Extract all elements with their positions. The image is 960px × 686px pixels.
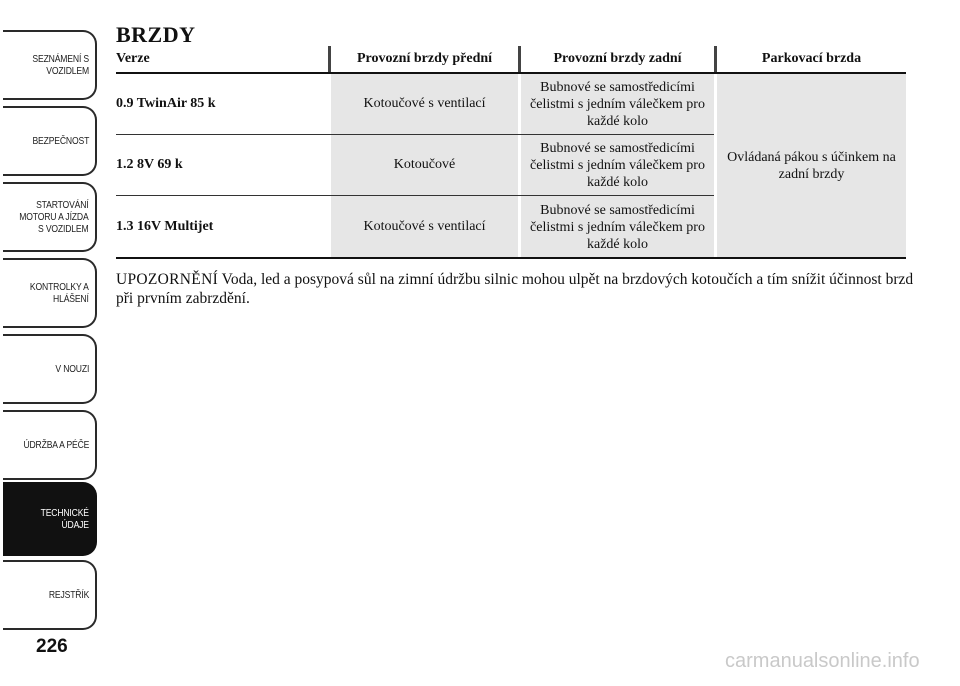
warning-label: UPOZORNĚNÍ: [116, 271, 219, 288]
warning-text: Voda, led a posypová sůl na zimní údržbu silnic mohou ulpět na brzdových kotoučích a tím snížit účinnost brzd při prvním zabrzdění.: [116, 271, 914, 307]
header-parking-brake: Parkovací brzda: [714, 46, 906, 72]
tab-label: TECHNICKÉ ÚDAJE: [40, 507, 89, 531]
tab-technicke-udaje[interactable]: [3, 482, 97, 556]
table-bottom-rule: [116, 257, 906, 259]
tab-label: BEZPEČNOST: [32, 135, 89, 147]
section-title: BRZDY: [116, 22, 196, 47]
cell-rear: Bubnové se samostředicími čelistmi s jedním válečkem pro každé kolo: [518, 74, 714, 134]
cell-version: 1.2 8V 69 k: [116, 157, 183, 172]
cell-version: 1.3 16V Multijet: [116, 219, 214, 234]
tab-label: V NOUZI: [55, 363, 89, 375]
tab-rejstrik[interactable]: [3, 560, 97, 630]
cell-version: 0.9 TwinAir 85 k: [116, 96, 216, 111]
tab-kontrolky-a-hlaseni[interactable]: [3, 258, 97, 328]
tab-label: STARTOVÁNÍ MOTORU A JÍZDA S VOZIDLEM: [19, 199, 89, 235]
table-row: [116, 135, 714, 196]
table-header: [116, 46, 906, 74]
tab-bezpecnost[interactable]: [3, 106, 97, 176]
warning-note: [116, 270, 916, 308]
header-front-brakes: Provozní brzdy přední: [328, 46, 518, 72]
tab-udrzba-a-pece[interactable]: [3, 410, 97, 480]
brakes-table: [116, 46, 906, 258]
tab-startovani-motoru[interactable]: [3, 182, 97, 252]
cell-parking-brake: Ovládaná pákou s účinkem na zadní brzdy: [714, 74, 906, 258]
cell-front: Kotoučové s ventilací: [328, 74, 518, 134]
cell-front: Kotoučové: [328, 135, 518, 195]
tab-label: SEZNÁMENÍ S VOZIDLEM: [32, 53, 89, 77]
watermark: carmanualsonline.info: [725, 650, 920, 672]
tab-label: ÚDRŽBA A PÉČE: [23, 439, 89, 451]
cell-rear: Bubnové se samostředicími čelistmi s jedním válečkem pro každé kolo: [518, 135, 714, 195]
table-row: [116, 74, 714, 135]
chapter-tabs: [0, 0, 104, 686]
tab-v-nouzi[interactable]: [3, 334, 97, 404]
header-rear-brakes: Provozní brzdy zadní: [518, 46, 714, 72]
header-version: Verze: [116, 51, 150, 66]
tab-seznameni-s-vozidlem[interactable]: [3, 30, 97, 100]
cell-rear: Bubnové se samostředicími čelistmi s jedním válečkem pro každé kolo: [518, 196, 714, 258]
cell-front: Kotoučové s ventilací: [328, 196, 518, 258]
page-number: 226: [36, 636, 68, 657]
table-row: [116, 196, 714, 258]
tab-label: KONTROLKY A HLÁŠENÍ: [30, 281, 89, 305]
tab-label: REJSTŘÍK: [48, 589, 89, 601]
